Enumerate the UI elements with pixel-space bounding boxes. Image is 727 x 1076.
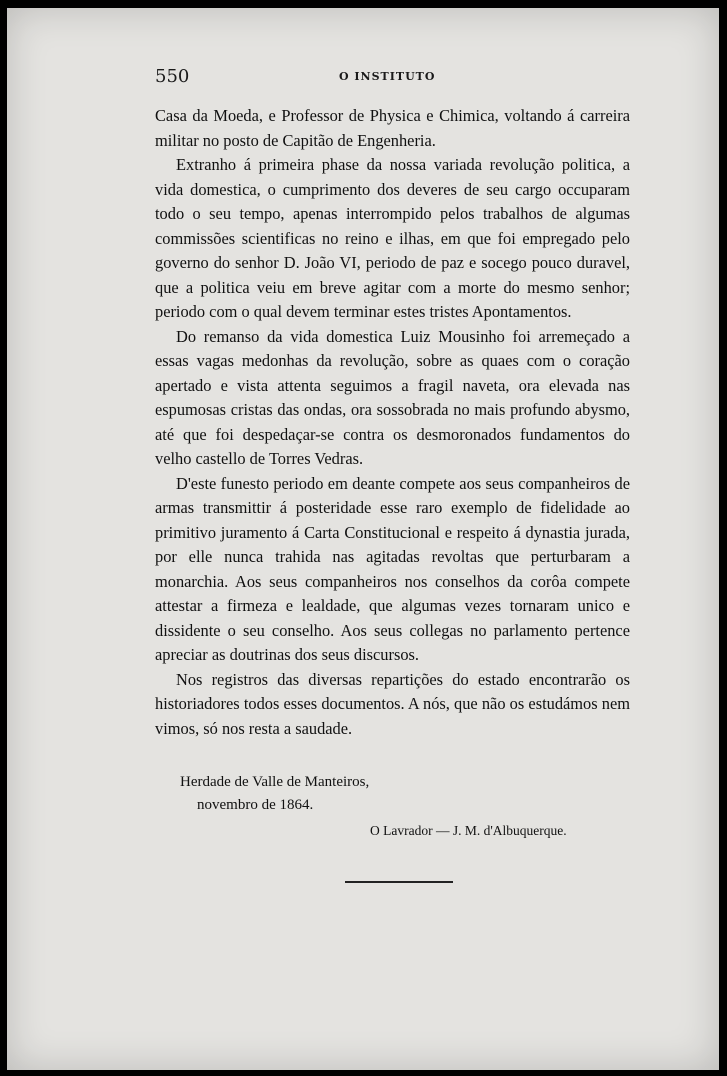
page-header xyxy=(155,66,630,90)
body-text xyxy=(155,104,630,741)
end-rule xyxy=(345,881,453,883)
signoff-date: novembro de 1864. xyxy=(197,797,314,813)
signature: O Lavrador — J. M. d'Albuquerque. xyxy=(370,823,567,838)
paragraph: Nos registros das diversas repartições do estado encontrarão os historiadores todos esses documentos. A nós, que não os estudámos nem vimos, só nos resta a saudade. xyxy=(155,669,630,738)
signoff-place: Herdade de Valle de Manteiros, xyxy=(180,774,370,790)
running-head: O INSTITUTO xyxy=(339,70,436,83)
signoff xyxy=(155,771,635,838)
paragraph: Extranho á primeira phase da nossa variada revolução politica, a vida domestica, o cumprimento dos deveres de seu cargo occuparam todo o seu tempo, apenas interrompido pelos trabalhos de algumas commissões scientificas no reino e ilhas, em que foi empregado pelo governo do senhor D. João VI, periodo de paz e socego pouco duravel, que a politica veiu em breve agitar com a morte do mesmo senhor; periodo com o qual devem terminar estes tristes Apontamentos. xyxy=(155,155,630,321)
paragraph: Casa da Moeda, e Professor de Physica e Chimica, voltando á carreira militar no posto de Capitão de Engenheria. xyxy=(155,106,630,150)
page-number: 550 xyxy=(155,66,190,87)
paragraph: Do remanso da vida domestica Luiz Mousinho foi arremeçado a essas vagas medonhas da revolução, sobre as quaes com o coração apertado e vista attenta seguimos a fragil naveta, ora elevada nas espumosas cristas das ondas, ora sossobrada no mais profundo abysmo, até que foi despedaçar-se contra os desmoronados fundamentos do velho castello de Torres Vedras. xyxy=(155,326,630,468)
paragraph: D'este funesto periodo em deante compete aos seus companheiros de armas transmittir á posteridade esse raro exemplo de fidelidade ao primitivo juramento á Carta Constitucional e respeito á dynastia jurada, por elle nunca trahida nas agitadas revoltas que perturbaram a monarchia. Aos seus companheiros nos conselhos da corôa compete attestar a firmeza e lealdade, que algumas vezes tornaram unico e dissidente o seu conselho. Aos seus collegas no parlamento pertence apreciar as doutrinas dos seus discursos. xyxy=(155,473,630,664)
